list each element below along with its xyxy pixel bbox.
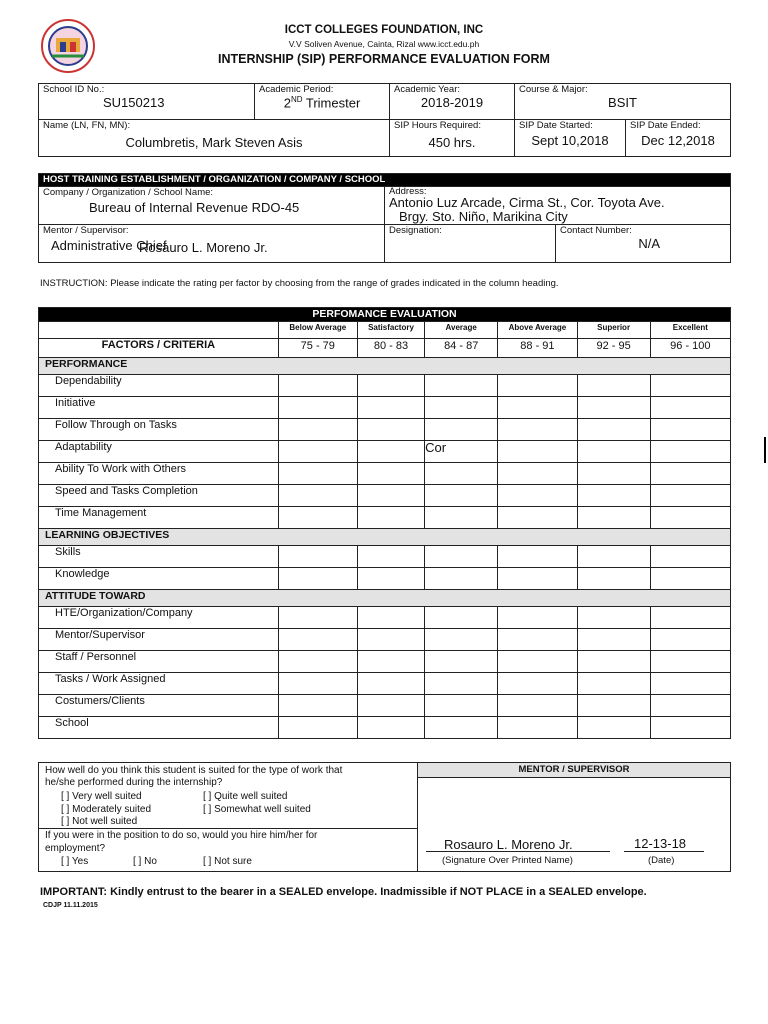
rating-cell[interactable] [278,673,357,695]
page-edge-mark [764,437,766,463]
form-code: CDJP 11.11.2015 [43,902,98,909]
column-header: Above Average [498,322,577,339]
rating-cell[interactable] [357,397,424,419]
rating-cell[interactable] [498,607,577,629]
rating-cell[interactable] [577,397,650,419]
column-header: Satisfactory [357,322,424,339]
mentor-cell: Mentor / Supervisor: Administrative Chief Rosauro L. Moreno Jr. [39,225,385,263]
rating-cell[interactable] [498,419,577,441]
rating-cell[interactable] [278,629,357,651]
option-not-well-suited[interactable]: [ ] Not well suited [61,816,138,827]
rating-cell[interactable] [577,485,650,507]
rating-cell[interactable] [498,441,577,463]
rating-cell[interactable] [425,717,498,739]
rating-cell[interactable] [357,507,424,529]
company-cell: Company / Organization / School Name: Bureau of Internal Revenue RDO-45 [39,187,385,225]
rating-cell[interactable] [577,507,650,529]
stray-text: Cor [425,440,447,455]
rating-cell[interactable] [498,546,577,568]
criteria-label: Follow Through on Tasks [39,419,279,441]
rating-cell[interactable] [577,441,650,463]
rating-cell[interactable] [498,568,577,590]
rating-cell[interactable] [278,607,357,629]
mentor-name-value: Rosauro L. Moreno Jr. [139,240,268,255]
date-ended-cell: SIP Date Ended: Dec 12,2018 [626,120,731,157]
rating-cell[interactable] [650,673,730,695]
option-moderately-suited[interactable]: [ ] Moderately suited [61,804,152,815]
school-id-value: SU150213 [103,95,165,110]
rating-cell[interactable] [498,375,577,397]
column-header: Average [425,322,498,339]
rating-cell[interactable] [577,607,650,629]
signature-label: (Signature Over Printed Name) [442,855,573,866]
rating-cell[interactable] [650,629,730,651]
column-header: Excellent [650,322,730,339]
host-section-bar: HOST TRAINING ESTABLISHMENT / ORGANIZATION / COMPANY / SCHOOL [39,174,731,187]
rating-cell[interactable] [278,651,357,673]
rating-cell[interactable] [425,695,498,717]
rating-cell[interactable] [577,568,650,590]
hours-value: 450 hrs. [428,135,476,150]
signature-date: 12-13-18 [634,836,687,851]
rating-cell[interactable] [425,629,498,651]
option-quite-well-suited[interactable]: [ ] Quite well suited [203,791,288,802]
criteria-row [39,546,731,568]
org-address: V.V Soliven Avenue, Cainta, Rizal www.icct.edu.ph [288,39,480,49]
mentor-signature-cell [418,763,731,872]
course-value: BSIT [608,95,637,110]
address-line2: Brgy. Sto. Niño, Marikina City [399,209,568,224]
rating-cell[interactable] [357,441,424,463]
rating-cell[interactable] [357,695,424,717]
criteria-label: Adaptability [39,441,279,463]
rating-cell[interactable] [425,485,498,507]
name-cell: Name (LN, FN, MN): Columbretis, Mark Steven Asis [39,120,390,157]
date-started-value: Sept 10,2018 [531,133,609,148]
rating-cell[interactable] [425,568,498,590]
rating-cell[interactable] [498,463,577,485]
criteria-row [39,419,731,441]
rating-cell[interactable] [425,419,498,441]
contact-cell: Contact Number: N/A [556,225,731,263]
criteria-label: HTE/Organization/Company [39,607,279,629]
rating-cell[interactable] [425,397,498,419]
rating-cell[interactable] [357,651,424,673]
column-range: 75 - 79 [278,339,357,358]
criteria-row [39,397,731,419]
column-range: 96 - 100 [650,339,730,358]
criteria-row [39,463,731,485]
rating-cell[interactable] [357,568,424,590]
evaluation-table [38,307,731,739]
form-title: INTERNSHIP (SIP) PERFORMANCE EVALUATION FORM [218,52,550,66]
rating-cell[interactable] [577,546,650,568]
criteria-row [39,629,731,651]
criteria-row [39,717,731,739]
criteria-row [39,375,731,397]
rating-cell[interactable] [498,629,577,651]
course-cell: Course & Major: BSIT [515,84,731,120]
option-very-well-suited[interactable]: [ ] Very well suited [61,791,142,802]
rating-cell[interactable] [577,629,650,651]
school-id-cell: School ID No.: SU150213 [39,84,255,120]
rating-cell[interactable] [278,375,357,397]
hours-cell: SIP Hours Required: 450 hrs. [390,120,515,157]
factors-label: FACTORS / CRITERIA [39,339,279,358]
academic-year-cell: Academic Year: 2018-2019 [390,84,515,120]
rating-cell[interactable] [577,717,650,739]
criteria-label: School [39,717,279,739]
rating-cell[interactable] [650,695,730,717]
rating-cell[interactable] [278,485,357,507]
blank-header-cell [39,322,279,339]
column-range: 88 - 91 [498,339,577,358]
important-note: IMPORTANT: Kindly entrust to the bearer in a SEALED envelope. Inadmissible if NOT PLACE in a SEALED envelope. [40,886,647,898]
org-name: ICCT COLLEGES FOUNDATION, INC [284,24,484,36]
criteria-row [39,441,731,463]
criteria-row [39,607,731,629]
date-label: (Date) [648,855,675,866]
divider [39,828,417,829]
criteria-label: Initiative [39,397,279,419]
host-table [38,173,731,263]
rating-cell[interactable] [650,397,730,419]
mentor-designation-overlay: Administrative Chief [51,238,167,253]
rating-cell[interactable] [650,441,730,463]
address-cell: Address: Antonio Luz Arcade, Cirma St., Cor. Toyota Ave. Brgy. Sto. Niño, Marikina City [385,187,731,225]
column-range: 84 - 87 [425,339,498,358]
criteria-row [39,485,731,507]
criteria-label: Time Management [39,507,279,529]
academic-year-value: 2018-2019 [420,95,484,110]
rating-cell[interactable] [278,463,357,485]
questions-cell [39,763,418,872]
rating-cell[interactable] [278,441,357,463]
option-yes[interactable]: [ ] Yes [61,856,89,867]
criteria-label: Speed and Tasks Completion [39,485,279,507]
rating-cell[interactable] [498,485,577,507]
criteria-label: Staff / Personnel [39,651,279,673]
rating-cell[interactable] [577,673,650,695]
section-heading: PERFORMANCE [39,358,731,375]
column-header: Superior [577,322,650,339]
rating-cell[interactable] [425,507,498,529]
rating-cell[interactable] [577,695,650,717]
questions-table [38,762,731,872]
question-hire-line2: employment? [45,843,106,854]
contact-value: N/A [638,236,660,251]
column-range: 80 - 83 [357,339,424,358]
criteria-label: Ability To Work with Others [39,463,279,485]
criteria-label: Tasks / Work Assigned [39,673,279,695]
instruction-text: INSTRUCTION: Please indicate the rating per factor by choosing from the range of grades indicated in the column heading. [40,278,559,289]
rating-cell[interactable] [577,463,650,485]
student-info-table [38,83,731,157]
rating-cell[interactable] [425,441,498,463]
criteria-label: Mentor/Supervisor [39,629,279,651]
column-range: 92 - 95 [577,339,650,358]
rating-cell[interactable] [278,419,357,441]
rating-cell[interactable] [650,463,730,485]
rating-cell[interactable] [425,546,498,568]
column-header: Below Average [278,322,357,339]
rating-cell[interactable] [278,397,357,419]
rating-cell[interactable] [357,546,424,568]
rating-cell[interactable] [650,717,730,739]
rating-cell[interactable] [498,397,577,419]
rating-cell[interactable] [278,717,357,739]
date-ended-value: Dec 12,2018 [641,133,715,148]
rating-cell[interactable] [650,651,730,673]
criteria-row [39,651,731,673]
criteria-label: Dependability [39,375,279,397]
designation-cell: Designation: [385,225,556,263]
criteria-row [39,507,731,529]
rating-cell[interactable] [650,607,730,629]
criteria-label: Costumers/Clients [39,695,279,717]
criteria-row [39,673,731,695]
rating-cell[interactable] [498,717,577,739]
rating-cell[interactable] [357,673,424,695]
rating-cell[interactable] [425,375,498,397]
rating-cell[interactable] [577,375,650,397]
evaluation-title: PERFOMANCE EVALUATION [39,308,731,322]
rating-cell[interactable] [357,375,424,397]
rating-cell[interactable] [498,507,577,529]
rating-cell[interactable] [278,695,357,717]
rating-cell[interactable] [498,695,577,717]
signature-name: Rosauro L. Moreno Jr. [444,837,573,852]
date-line [624,851,704,852]
rating-cell[interactable] [650,419,730,441]
rating-cell[interactable] [498,673,577,695]
address-line1: Antonio Luz Arcade, Cirma St., Cor. Toyota Ave. [389,195,665,210]
rating-cell[interactable] [357,717,424,739]
criteria-label: Knowledge [39,568,279,590]
mentor-box-title: MENTOR / SUPERVISOR [418,763,730,778]
company-value: Bureau of Internal Revenue RDO-45 [89,200,300,215]
rating-cell[interactable] [425,607,498,629]
signature-line [426,851,610,852]
academic-period-value: 2ND Trimester [283,95,361,111]
option-somewhat-well-suited[interactable]: [ ] Somewhat well suited [203,804,311,815]
rating-cell[interactable] [577,419,650,441]
rating-cell[interactable] [278,568,357,590]
rating-cell[interactable] [278,507,357,529]
option-no[interactable]: [ ] No [133,856,157,867]
rating-cell[interactable] [425,651,498,673]
question-hire-line1: If you were in the position to do so, would you hire him/her for [45,830,318,841]
date-started-cell: SIP Date Started: Sept 10,2018 [515,120,626,157]
rating-cell[interactable] [425,673,498,695]
option-not-sure[interactable]: [ ] Not sure [203,856,252,867]
criteria-row [39,568,731,590]
rating-cell[interactable] [650,507,730,529]
question-suitability-line1: How well do you think this student is suited for the type of work that [45,765,343,776]
rating-cell[interactable] [357,629,424,651]
rating-cell[interactable] [650,568,730,590]
rating-cell[interactable] [650,375,730,397]
student-name-value: Columbretis, Mark Steven Asis [125,135,303,150]
rating-cell[interactable] [357,463,424,485]
rating-cell[interactable] [357,607,424,629]
rating-cell[interactable] [357,485,424,507]
section-heading: LEARNING OBJECTIVES [39,529,731,546]
criteria-label: Skills [39,546,279,568]
rating-cell[interactable] [425,463,498,485]
question-suitability-line2: he/she performed during the internship? [45,777,223,788]
rating-cell[interactable] [650,546,730,568]
criteria-row [39,695,731,717]
rating-cell[interactable] [498,651,577,673]
section-heading: ATTITUDE TOWARD [39,590,731,607]
rating-cell[interactable] [577,651,650,673]
rating-cell[interactable] [357,419,424,441]
rating-cell[interactable] [650,485,730,507]
academic-period-cell: Academic Period: 2ND Trimester [255,84,390,120]
rating-cell[interactable] [278,546,357,568]
